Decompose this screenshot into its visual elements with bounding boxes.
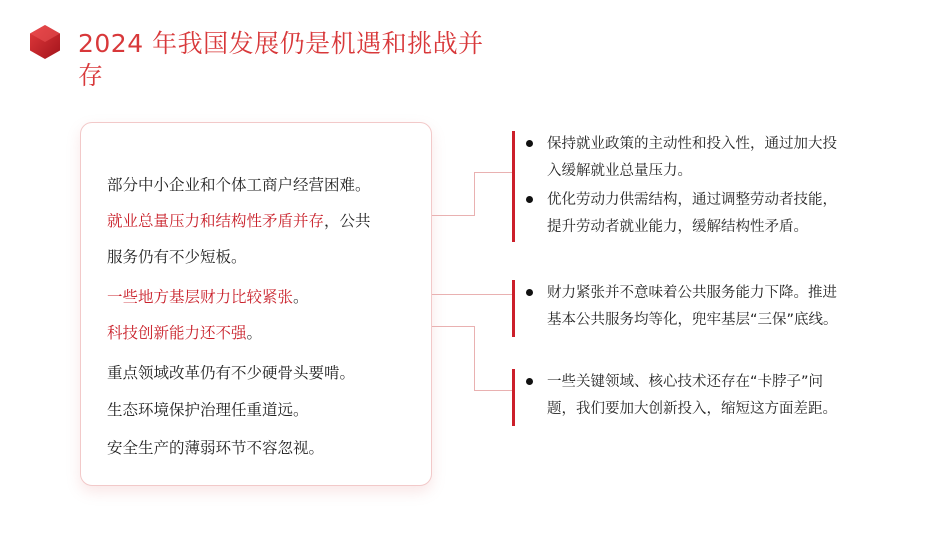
hexagon-logo-icon xyxy=(28,24,62,60)
challenge-highlight-employment: 就业总量压力和结构性矛盾并存 xyxy=(107,212,325,230)
challenge-line-4 xyxy=(107,287,309,307)
measure-text-line: 提升劳动者就业能力，缓解结构性矛盾。 xyxy=(547,219,808,235)
connector-innovation xyxy=(474,390,512,391)
connector-innovation xyxy=(432,326,474,327)
measure-item xyxy=(526,280,906,334)
bullet-icon xyxy=(526,378,533,385)
challenge-highlight-fiscal: 一些地方基层财力比较紧张 xyxy=(107,288,294,306)
measure-item xyxy=(526,131,906,185)
connector-employment xyxy=(474,172,512,173)
challenges-card xyxy=(80,122,432,486)
challenge-line-1: 部分中小企业和个体工商户经营困难。 xyxy=(107,176,371,194)
bullet-icon xyxy=(526,196,533,203)
measure-text-line: 优化劳动力供需结构，通过调整劳动者技能， xyxy=(547,192,837,208)
page-title xyxy=(78,28,548,92)
challenge-line-3: 服务仍有不少短板。 xyxy=(107,248,247,266)
challenge-line-7: 生态环境保护治理任重道远。 xyxy=(107,401,309,419)
challenge-line-8: 安全生产的薄弱环节不容忽视。 xyxy=(107,439,325,457)
connector-innovation xyxy=(474,326,475,390)
measure-text-line: 一些关键领域、核心技术还存在“卡脖子”问 xyxy=(547,374,824,390)
bullet-icon xyxy=(526,289,533,296)
challenge-line-6: 重点领域改革仍有不少硬骨头要啃。 xyxy=(107,364,356,382)
challenge-highlight-innovation: 科技创新能力还不强 xyxy=(107,324,247,342)
accent-bar xyxy=(512,280,515,337)
bullet-icon xyxy=(526,140,533,147)
accent-bar xyxy=(512,131,515,242)
measure-text-line: 保持就业政策的主动性和投入性，通过加大投 xyxy=(547,136,837,152)
page-title-line-1: 2024 年我国发展仍是机遇和挑战并 xyxy=(78,29,484,58)
connector-employment xyxy=(474,172,475,216)
connector-employment xyxy=(432,215,474,216)
measure-text-line: 财力紧张并不意味着公共服务能力下降。推进 xyxy=(547,285,837,301)
measure-text-line: 基本公共服务均等化，兜牢基层“三保”底线。 xyxy=(547,312,838,328)
challenge-line-5 xyxy=(107,323,262,343)
challenge-line-5-rest: 。 xyxy=(246,324,263,342)
challenge-line-2 xyxy=(107,211,371,231)
measure-text-line: 入缓解就业总量压力。 xyxy=(547,163,692,179)
accent-bar xyxy=(512,369,515,426)
challenge-line-4-rest: 。 xyxy=(293,288,309,306)
challenge-line-2-rest: ，公共 xyxy=(324,212,371,230)
connector-fiscal xyxy=(432,294,512,295)
measure-item xyxy=(526,187,906,241)
page-title-line-2: 存 xyxy=(78,61,104,90)
measure-text-line: 题，我们要加大创新投入，缩短这方面差距。 xyxy=(547,401,837,417)
measure-item xyxy=(526,369,906,423)
